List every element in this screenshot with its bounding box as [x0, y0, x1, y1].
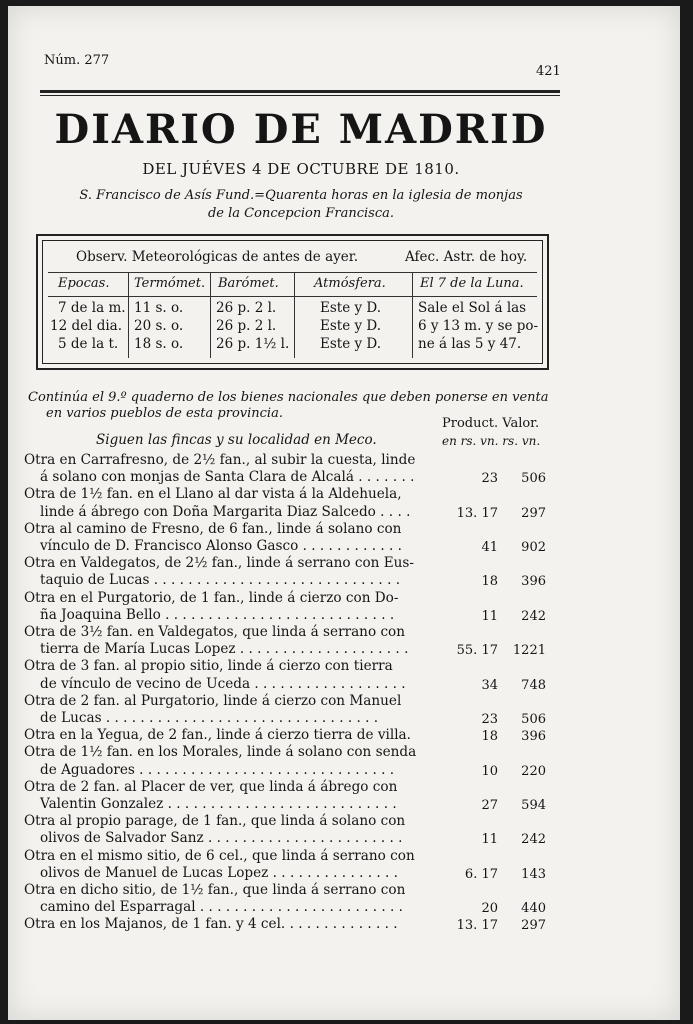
- header-rule-thick: [40, 90, 560, 93]
- entry-line: Otra en dicho sitio, de 1½ fan., que linda á serrano con: [24, 882, 406, 898]
- entry-line: Otra en Carrafresno, de 2½ fan., al subir la cuesta, linde: [24, 452, 416, 468]
- weather-col-divider: [294, 272, 295, 358]
- astro-title: Afec. Astr. de hoy.: [405, 249, 528, 265]
- entry-line: Otra al camino de Fresno, de 6 fan., linde á solano con: [24, 520, 402, 537]
- issue-number: Núm. 277: [44, 53, 110, 68]
- column-header-top: Product. Valor.: [442, 416, 540, 431]
- entry-line: tierra de María Lucas Lopez . . . . . . . . . . . . . . . . . . . .: [40, 641, 409, 658]
- masthead-title: DIARIO DE MADRID: [54, 106, 548, 153]
- entry-value: 220: [521, 763, 546, 779]
- entry-product: 20: [481, 901, 498, 917]
- intro-line-1: Continúa el 9.º quaderno de los bienes nacionales que deben ponerse en venta: [28, 390, 549, 405]
- dateline: DEL JUÉVES 4 DE OCTUBRE DE 1810.: [142, 160, 460, 178]
- entry-value: 594: [521, 798, 546, 813]
- row2-barometro: 26 p. 2 l.: [216, 318, 277, 334]
- page-number: 421: [536, 64, 561, 79]
- saint-line-1: S. Francisco de Asís Fund.=Quarenta horas en la iglesia de monjas: [79, 188, 523, 203]
- row2-epoca: 12 del dia.: [50, 318, 123, 334]
- header-atmosfera: Atmósfera.: [314, 276, 386, 291]
- entry-product: 13. 17: [456, 918, 498, 934]
- entry-line: de Aguadores . . . . . . . . . . . . . . . . . . . . . . . . . . . . . .: [40, 761, 395, 778]
- weather-col-divider: [412, 272, 413, 358]
- entry-product: 27: [481, 798, 498, 813]
- intro-line-2: en varios pueblos de esta provincia.: [46, 406, 283, 421]
- entry-line: vínculo de D. Francisco Alonso Gasco . . . . . . . . . . . .: [40, 538, 402, 554]
- entry-value: 396: [521, 574, 546, 590]
- entry-value: 242: [521, 832, 546, 848]
- entry-value: 902: [521, 540, 546, 555]
- entry-line: camino del Esparragal . . . . . . . . . . . . . . . . . . . . . . . .: [40, 899, 404, 916]
- entry-line: Otra de 2 fan. al Placer de ver, que linda á ábrego con: [24, 778, 398, 795]
- entry-product: 23: [481, 712, 498, 727]
- entry-line: ña Joaquina Bello . . . . . . . . . . . . . . . . . . . . . . . . . . .: [40, 606, 395, 623]
- entry-product: 6. 17: [464, 866, 498, 882]
- entry-product: 41: [481, 540, 498, 555]
- entry-product: 11: [481, 608, 498, 624]
- entry-product: 23: [481, 471, 498, 487]
- entry-line: olivos de Salvador Sanz . . . . . . . . . . . . . . . . . . . . . . .: [40, 830, 403, 847]
- entry-line: á solano con monjas de Santa Clara de Alcalá . . . . . . .: [40, 469, 415, 486]
- header-termometro: Termómet.: [134, 276, 206, 291]
- entry-line: Valentin Gonzalez . . . . . . . . . . . . . . . . . . . . . . . . . . .: [40, 796, 397, 812]
- weather-table: [36, 234, 549, 370]
- entry-line: Otra en el mismo sitio, de 6 cel., que linda á serrano con: [24, 847, 415, 864]
- entry-line: Otra de 1½ fan. en el Llano al dar vista á la Aldehuela,: [24, 486, 402, 503]
- saint-line-2: de la Concepcion Francisca.: [207, 206, 395, 221]
- row2-termometro: 20 s. o.: [134, 318, 184, 334]
- entry-line: Otra en la Yegua, de 2 fan., linde á cierzo tierra de villa.: [24, 727, 411, 744]
- entry-product: 18: [481, 574, 498, 590]
- entry-line: Otra de 1½ fan. en los Morales, linde á solano con senda: [24, 744, 417, 761]
- entry-product: 11: [481, 832, 498, 848]
- entry-value: 506: [521, 712, 546, 727]
- entry-value: 242: [521, 608, 546, 624]
- header-barometro: Barómet.: [218, 276, 279, 291]
- astro-line-2: 6 y 13 m. y se po-: [418, 318, 539, 334]
- entry-line: Otra en los Majanos, de 1 fan. y 4 cel. . . . . . . . . . . . . .: [24, 916, 398, 933]
- entry-line: Otra de 2 fan. al Purgatorio, linde á cierzo con Manuel: [24, 692, 402, 709]
- entry-value: 297: [521, 505, 546, 521]
- entry-value: 506: [521, 471, 546, 487]
- entry-product: 10: [481, 763, 498, 779]
- entry-line: de vínculo de vecino de Uceda . . . . . . . . . . . . . . . . . .: [40, 675, 406, 692]
- entry-value: 1221: [512, 643, 546, 659]
- header-rule-thin: [40, 95, 560, 96]
- astro-line-1: Sale el Sol á las: [418, 300, 527, 316]
- entry-product: 55. 17: [456, 643, 498, 659]
- column-header-units: en rs. vn. rs. vn.: [442, 434, 541, 448]
- row1-termometro: 11 s. o.: [134, 300, 184, 316]
- weather-header-rule: [48, 272, 537, 273]
- row1-barometro: 26 p. 2 l.: [216, 300, 277, 316]
- entry-line: linde á ábrego con Doña Margarita Diaz Salcedo . . . .: [40, 503, 411, 520]
- entry-line: Otra al propio parage, de 1 fan., que linda á solano con: [24, 813, 406, 830]
- weather-subheader-rule: [48, 296, 537, 297]
- header-epocas: Epocas.: [58, 276, 110, 291]
- row3-atmosfera: Este y D.: [320, 336, 382, 352]
- weather-col-divider: [210, 272, 211, 358]
- row3-termometro: 18 s. o.: [134, 336, 184, 352]
- entry-line: Otra en el Purgatorio, de 1 fan., linde á cierzo con Do-: [24, 589, 399, 606]
- section-subhead: Siguen las fincas y su localidad en Meco.: [96, 432, 377, 448]
- row2-atmosfera: Este y D.: [320, 318, 382, 334]
- row3-barometro: 26 p. 1½ l.: [216, 336, 290, 352]
- entry-line: Otra de 3½ fan. en Valdegatos, que linda á serrano con: [24, 624, 405, 640]
- entry-value: 143: [521, 866, 546, 882]
- row1-atmosfera: Este y D.: [320, 300, 382, 316]
- entry-product: 13. 17: [456, 505, 498, 521]
- entry-line: taquio de Lucas . . . . . . . . . . . . . . . . . . . . . . . . . . . . .: [40, 572, 401, 589]
- entry-line: olivos de Manuel de Lucas Lopez . . . . . . . . . . . . . . .: [40, 864, 398, 881]
- entry-value: 297: [521, 918, 546, 934]
- astro-line-3: ne á las 5 y 47.: [418, 336, 522, 352]
- entry-value: 748: [521, 677, 546, 693]
- row3-epoca: 5 de la t.: [58, 336, 119, 352]
- entry-value: 440: [521, 901, 546, 917]
- weather-title: Observ. Meteorológicas de antes de ayer.: [76, 249, 359, 265]
- header-luna: El 7 de la Luna.: [420, 276, 524, 291]
- entry-product: 34: [481, 677, 498, 693]
- entry-line: Otra en Valdegatos, de 2½ fan., linde á serrano con Eus-: [24, 555, 415, 572]
- entry-product: 18: [481, 729, 498, 745]
- entry-line: de Lucas . . . . . . . . . . . . . . . . . . . . . . . . . . . . . . . .: [40, 710, 379, 726]
- weather-col-divider: [128, 272, 129, 358]
- entry-value: 396: [521, 729, 546, 745]
- newspaper-page: [8, 6, 680, 1020]
- row1-epoca: 7 de la m.: [58, 300, 126, 316]
- entry-line: Otra de 3 fan. al propio sitio, linde á cierzo con tierra: [24, 658, 393, 675]
